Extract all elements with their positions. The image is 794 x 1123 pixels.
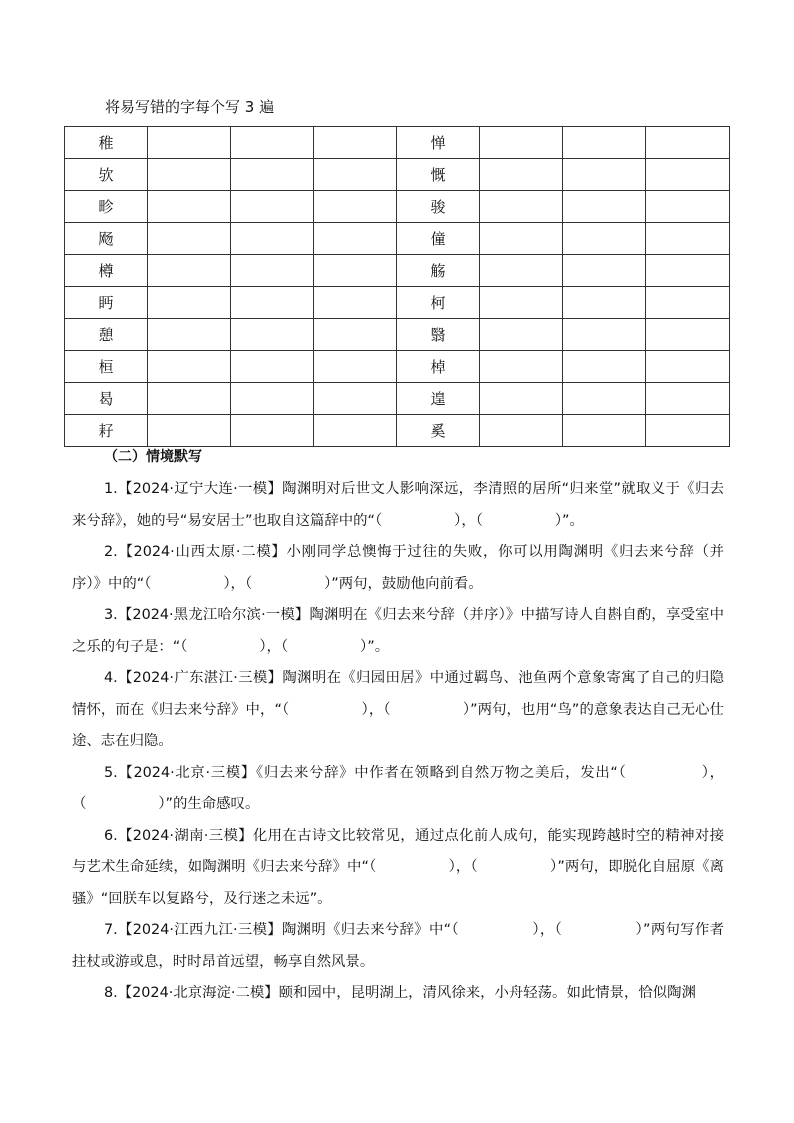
- table-row: [65, 287, 730, 319]
- blank-cell[interactable]: [314, 287, 397, 319]
- blank-cell[interactable]: [563, 415, 646, 447]
- blank-cell[interactable]: [480, 191, 563, 223]
- table-row: [65, 223, 730, 255]
- char-cell: 遑: [397, 383, 480, 415]
- blank-cell[interactable]: [646, 127, 730, 159]
- character-practice-table: [64, 126, 730, 447]
- question-item: 2.【2024·山西太原·二模】小刚同学总懊悔于过往的失败，你可以用陶渊明《归去来兮辞（并序）》中的“（ ），（ ）”两句，鼓励他向前看。: [72, 544, 724, 592]
- blank-cell[interactable]: [231, 383, 314, 415]
- blank-cell[interactable]: [231, 255, 314, 287]
- blank-cell[interactable]: [480, 415, 563, 447]
- char-cell: 眄: [65, 287, 148, 319]
- char-cell: 耔: [65, 415, 148, 447]
- blank-cell[interactable]: [563, 287, 646, 319]
- blank-cell[interactable]: [563, 223, 646, 255]
- blank-cell[interactable]: [563, 127, 646, 159]
- question-list: [72, 474, 724, 1010]
- blank-cell[interactable]: [314, 127, 397, 159]
- question-item: 8.【2024·北京海淀·二模】颐和园中，昆明湖上，清风徐来，小舟轻荡。如此情景，恰似陶渊: [104, 985, 696, 1001]
- char-cell: 骏: [397, 191, 480, 223]
- section-title: （二）情境默写: [104, 449, 202, 465]
- blank-cell[interactable]: [231, 415, 314, 447]
- char-cell: 奚: [397, 415, 480, 447]
- blank-cell[interactable]: [480, 255, 563, 287]
- blank-cell[interactable]: [231, 127, 314, 159]
- char-cell: 桓: [65, 351, 148, 383]
- blank-cell[interactable]: [480, 223, 563, 255]
- blank-cell[interactable]: [563, 383, 646, 415]
- char-cell: 棹: [397, 351, 480, 383]
- blank-cell[interactable]: [314, 191, 397, 223]
- blank-cell[interactable]: [314, 383, 397, 415]
- blank-cell[interactable]: [148, 287, 231, 319]
- char-cell: 欤: [65, 159, 148, 191]
- char-cell: 稚: [65, 127, 148, 159]
- blank-cell[interactable]: [148, 223, 231, 255]
- blank-cell[interactable]: [646, 383, 730, 415]
- blank-cell[interactable]: [646, 319, 730, 351]
- blank-cell[interactable]: [231, 351, 314, 383]
- blank-cell[interactable]: [148, 319, 231, 351]
- blank-cell[interactable]: [231, 223, 314, 255]
- table-row: [65, 255, 730, 287]
- blank-cell[interactable]: [646, 159, 730, 191]
- table-row: [65, 415, 730, 447]
- blank-cell[interactable]: [148, 159, 231, 191]
- blank-cell[interactable]: [480, 319, 563, 351]
- blank-cell[interactable]: [646, 191, 730, 223]
- char-cell: 飏: [65, 223, 148, 255]
- table-row: [65, 383, 730, 415]
- blank-cell[interactable]: [231, 287, 314, 319]
- blank-cell[interactable]: [563, 191, 646, 223]
- blank-cell[interactable]: [480, 127, 563, 159]
- table-row: [65, 159, 730, 191]
- blank-cell[interactable]: [314, 159, 397, 191]
- table-row: [65, 351, 730, 383]
- blank-cell[interactable]: [148, 255, 231, 287]
- blank-cell[interactable]: [314, 223, 397, 255]
- char-cell: 樽: [65, 255, 148, 287]
- instruction-text: 将易写错的字每个写 3 遍: [105, 98, 275, 116]
- blank-cell[interactable]: [148, 127, 231, 159]
- blank-cell[interactable]: [646, 415, 730, 447]
- question-item: 1.【2024·辽宁大连·一模】陶渊明对后世文人影响深远，李清照的居所“归来堂”就取义于《归去来兮辞》，她的号“易安居士”也取自这篇辞中的“（ ），（ ）”。: [72, 481, 724, 529]
- table-row: [65, 319, 730, 351]
- blank-cell[interactable]: [148, 415, 231, 447]
- blank-cell[interactable]: [480, 351, 563, 383]
- blank-cell[interactable]: [480, 287, 563, 319]
- blank-cell[interactable]: [646, 351, 730, 383]
- blank-cell[interactable]: [314, 351, 397, 383]
- char-cell: 曷: [65, 383, 148, 415]
- blank-cell[interactable]: [480, 383, 563, 415]
- char-cell: 惮: [397, 127, 480, 159]
- question-item: 6.【2024·湖南·三模】化用在古诗文比较常见，通过点化前人成句，能实现跨越时空的精神对接与艺术生命延续，如陶渊明《归去来兮辞》中“（ ），（ ）”两句，即脱化自屈原《离骚》“回朕车以复路兮，及行迷之未远”。: [72, 827, 724, 907]
- blank-cell[interactable]: [231, 191, 314, 223]
- blank-cell[interactable]: [646, 287, 730, 319]
- char-cell: 畛: [65, 191, 148, 223]
- blank-cell[interactable]: [148, 191, 231, 223]
- char-cell: 柯: [397, 287, 480, 319]
- blank-cell[interactable]: [148, 383, 231, 415]
- question-item: 4.【2024·广东湛江·三模】陶渊明在《归园田居》中通过羁鸟、池鱼两个意象寄寓了自己的归隐情怀，而在《归去来兮辞》中，“（ ），（ ）”两句，也用“鸟”的意象表达自己无心仕途、志在归隐。: [72, 670, 724, 749]
- question-item: 5.【2024·北京·三模】《归去来兮辞》中作者在领略到自然万物之美后，发出“（ ），（ ）”的生命感叹。: [72, 764, 724, 812]
- char-cell: 憩: [65, 319, 148, 351]
- blank-cell[interactable]: [563, 159, 646, 191]
- blank-cell[interactable]: [646, 255, 730, 287]
- table-row: [65, 127, 730, 159]
- blank-cell[interactable]: [314, 415, 397, 447]
- blank-cell[interactable]: [563, 255, 646, 287]
- question-item: 3.【2024·黑龙江哈尔滨·一模】陶渊明在《归去来兮辞（并序）》中描写诗人自斟自酌，享受室中之乐的句子是：“（ ），（ ）”。: [72, 607, 724, 655]
- table-row: [65, 191, 730, 223]
- blank-cell[interactable]: [148, 351, 231, 383]
- blank-cell[interactable]: [314, 319, 397, 351]
- char-cell: 觞: [397, 255, 480, 287]
- char-cell: 慨: [397, 159, 480, 191]
- blank-cell[interactable]: [563, 319, 646, 351]
- blank-cell[interactable]: [231, 159, 314, 191]
- blank-cell[interactable]: [480, 159, 563, 191]
- blank-cell[interactable]: [563, 351, 646, 383]
- blank-cell[interactable]: [646, 223, 730, 255]
- char-cell: 僮: [397, 223, 480, 255]
- blank-cell[interactable]: [314, 255, 397, 287]
- char-cell: 翳: [397, 319, 480, 351]
- question-item: 7.【2024·江西九江·三模】陶渊明《归去来兮辞》中“（ ），（ ）”两句写作者拄杖或游或息，时时昂首远望，畅享自然风景。: [72, 922, 724, 970]
- blank-cell[interactable]: [231, 319, 314, 351]
